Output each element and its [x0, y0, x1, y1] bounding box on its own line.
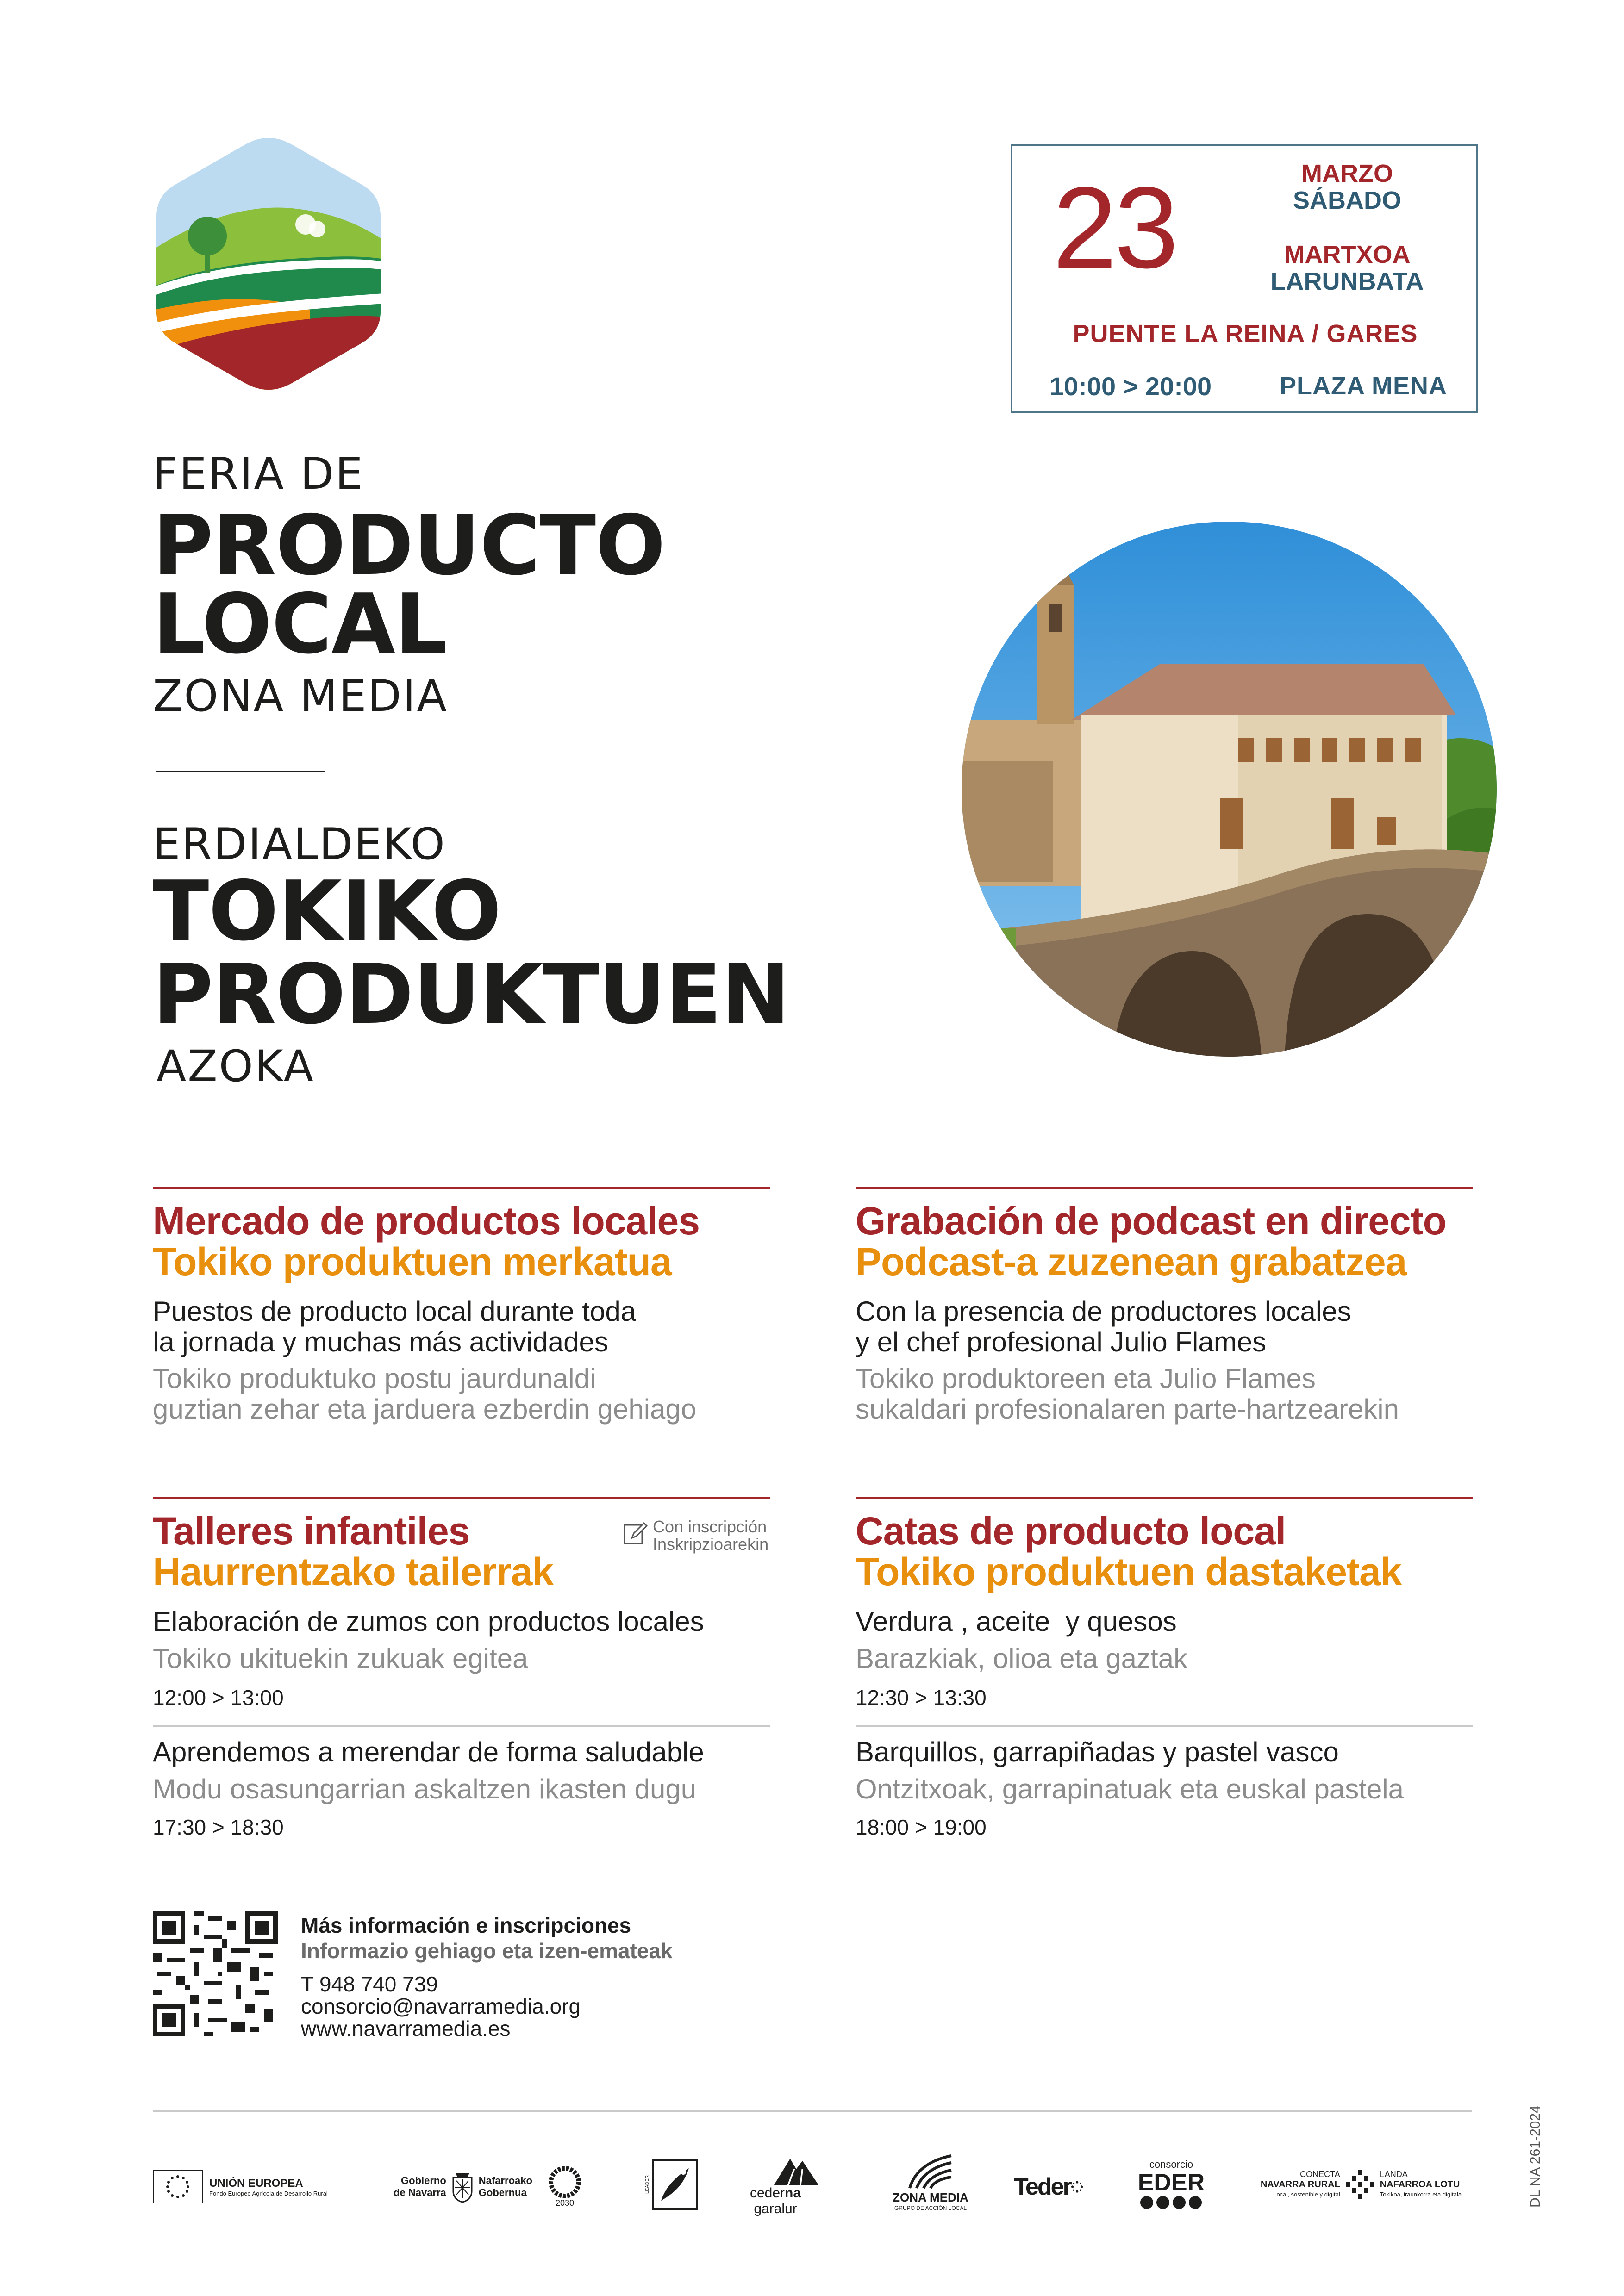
logo-teder	[1014, 2166, 1083, 2208]
eu-flag-icon	[153, 2170, 203, 2203]
navarra-eu-1: Nafarroako	[478, 2175, 532, 2186]
contact-heading-es: Más información e inscripciones	[301, 1913, 631, 1937]
zona-media-name: ZONA MEDIA	[893, 2190, 968, 2204]
conecta-l1: CONECTA	[1300, 2170, 1340, 2179]
title-eu-line1: ERDIALDEKO	[153, 819, 446, 870]
market-title-es: Mercado de productos locales	[153, 1199, 700, 1243]
market-title-eu: Tokiko produktuen merkatua	[153, 1240, 672, 1283]
event-logo	[153, 134, 384, 393]
signup-pencil-icon	[623, 1520, 649, 1546]
agenda-wheel-icon	[549, 2166, 581, 2198]
weekday-eu: LARUNBATA	[1270, 267, 1424, 295]
event-time: 10:00 > 20:00	[1049, 371, 1212, 401]
conecta-grid-icon	[1345, 2169, 1375, 2200]
month-eu: MARTXOA	[1284, 240, 1411, 268]
town-bridge-photo	[961, 521, 1498, 1058]
conecta-l3: Local, sostenible y digital	[1273, 2191, 1340, 2198]
event-info-box	[1011, 144, 1478, 413]
workshops-rule	[153, 1497, 770, 1499]
tasting-1-time: 12:30 > 13:30	[856, 1686, 987, 1710]
teder-dots-icon	[1071, 2180, 1083, 2194]
event-day: 23	[1052, 162, 1176, 292]
contact-web[interactable]: www.navarramedia.es	[301, 2016, 511, 2041]
title-divider	[156, 771, 325, 772]
signup-note	[653, 1518, 768, 1553]
tasting-1-es: Verdura , aceite y quesos	[856, 1606, 1177, 1637]
zona-media-arcs-icon	[905, 2153, 956, 2190]
eder-top: consorcio	[1149, 2159, 1193, 2170]
navarra-es-2: de Navarra	[394, 2187, 446, 2198]
signup-note-eu: Inskripzioarekin	[653, 1535, 769, 1554]
workshops-title-es: Talleres infantiles	[153, 1509, 470, 1553]
workshop-1-eu: Tokiko ukituekin zukuak egitea	[153, 1643, 528, 1674]
legal-deposit: DL NA 261-2024	[1528, 2105, 1543, 2208]
eu-fund: Fondo Europeo Agrícola de Desarrollo Rural	[209, 2190, 328, 2197]
market-desc-es-1: Puestos de producto local durante toda	[153, 1296, 637, 1327]
workshops-title-eu: Haurrentzako tailerrak	[153, 1550, 554, 1593]
workshop-1-es: Elaboración de zumos con productos locales	[153, 1606, 704, 1637]
leader-emblem-icon	[652, 2159, 698, 2210]
podcast-desc-es-2: y el chef profesional Julio Flames	[856, 1326, 1267, 1357]
navarra-shield-icon	[451, 2171, 474, 2203]
market-desc-eu-1: Tokiko produktuko postu jaurdunaldi	[153, 1363, 596, 1394]
logo-leader	[643, 2157, 699, 2212]
title-eu-line4: AZOKA	[156, 1041, 315, 1092]
logo-gobierno-navarra	[384, 2166, 542, 2208]
logo-consorcio-eder	[1134, 2152, 1208, 2217]
podcast-title-eu: Podcast-a zuzenean grabatzea	[856, 1240, 1407, 1283]
tastings-rule	[856, 1497, 1473, 1499]
landa-l3: Tokikoa, iraunkorra eta digitala	[1380, 2191, 1462, 2198]
cederna-c: garalur	[750, 2201, 797, 2216]
tastings-title-es: Catas de producto local	[856, 1509, 1286, 1553]
landa-l2: NAFARROA LOTU	[1380, 2179, 1460, 2190]
workshop-2-time: 17:30 > 18:30	[153, 1815, 284, 1839]
logo-zona-media	[884, 2147, 977, 2217]
workshop-divider	[153, 1725, 770, 1727]
tasting-2-eu: Ontzitxoak, garrapinatuak eta euskal pastela	[856, 1773, 1404, 1804]
workshop-2-es: Aprendemos a merendar de forma saludable	[153, 1736, 704, 1767]
eu-name: UNIÓN EUROPEA	[209, 2177, 303, 2190]
cederna-b: na	[785, 2185, 801, 2201]
tastings-title-eu: Tokiko produktuen dastaketak	[856, 1550, 1402, 1593]
cederna-mountains-icon	[768, 2157, 824, 2185]
weekday-es: SÁBADO	[1293, 186, 1401, 214]
tasting-1-eu: Barazkiak, olioa eta gaztak	[856, 1643, 1188, 1674]
eder-name: EDER	[1137, 2169, 1205, 2196]
title-es-line3: LOCAL	[153, 576, 447, 672]
event-place: PUENTE LA REINA / GARES	[1073, 320, 1418, 348]
zona-media-sub: GRUPO DE ACCIÓN LOCAL	[894, 2204, 967, 2211]
navarra-eu-2: Gobernua	[478, 2187, 527, 2198]
contact-phone[interactable]: T 948 740 739	[301, 1972, 438, 1996]
title-es-line1: FERIA DE	[153, 449, 364, 499]
agenda-year: 2030	[555, 2198, 575, 2208]
logo-eu	[153, 2168, 352, 2205]
title-es-line4: ZONA MEDIA	[153, 671, 448, 722]
market-desc-eu-2: guztian zehar eta jarduera ezberdin gehiago	[153, 1394, 697, 1425]
market-rule	[153, 1187, 770, 1189]
tasting-2-time: 18:00 > 19:00	[856, 1815, 987, 1839]
workshop-2-eu: Modu osasungarrian askaltzen ikasten dugu	[153, 1773, 697, 1804]
logo-agenda-2030	[544, 2159, 586, 2215]
logo-cederna	[750, 2157, 843, 2217]
navarra-es-1: Gobierno	[401, 2175, 446, 2186]
market-desc-es-2: la jornada y muchas más actividades	[153, 1326, 608, 1357]
title-es-line2: PRODUCTO	[153, 498, 665, 593]
event-venue: PLAZA MENA	[1280, 372, 1447, 400]
podcast-desc-eu-1: Tokiko produktoreen eta Julio Flames	[856, 1363, 1316, 1394]
footer-divider	[153, 2110, 1472, 2112]
title-eu-line2: TOKIKO	[153, 863, 501, 959]
contact-email[interactable]: consorcio@navarramedia.org	[301, 1994, 581, 2018]
date-es	[1216, 146, 1478, 227]
leader-label: LEADER	[644, 2175, 650, 2194]
eder-icons-row	[1139, 2195, 1204, 2210]
qr-code[interactable]	[153, 1911, 278, 2036]
podcast-title-es: Grabación de podcast en directo	[856, 1199, 1446, 1243]
month-es: MARZO	[1301, 159, 1393, 187]
teder-name: Teder	[1014, 2173, 1071, 2200]
landa-l1: LANDA	[1380, 2170, 1408, 2179]
logo-conecta-landa	[1250, 2161, 1472, 2208]
tasting-2-es: Barquillos, garrapiñadas y pastel vasco	[856, 1736, 1339, 1767]
workshop-1-time: 12:00 > 13:00	[153, 1686, 284, 1710]
podcast-rule	[856, 1187, 1473, 1189]
signup-note-es: Con inscripción	[653, 1517, 767, 1536]
contact-heading-eu: Informazio gehiago eta izen-emateak	[301, 1939, 673, 1963]
podcast-desc-eu-2: sukaldari profesionalaren parte-hartzearekin	[856, 1394, 1399, 1425]
podcast-desc-es-1: Con la presencia de productores locales	[856, 1296, 1351, 1327]
conecta-l2: NAVARRA RURAL	[1260, 2179, 1340, 2190]
cederna-a: ceder	[750, 2185, 785, 2201]
tasting-divider	[856, 1725, 1473, 1727]
date-eu	[1216, 227, 1478, 308]
title-eu-line3: PRODUKTUEN	[153, 946, 790, 1042]
